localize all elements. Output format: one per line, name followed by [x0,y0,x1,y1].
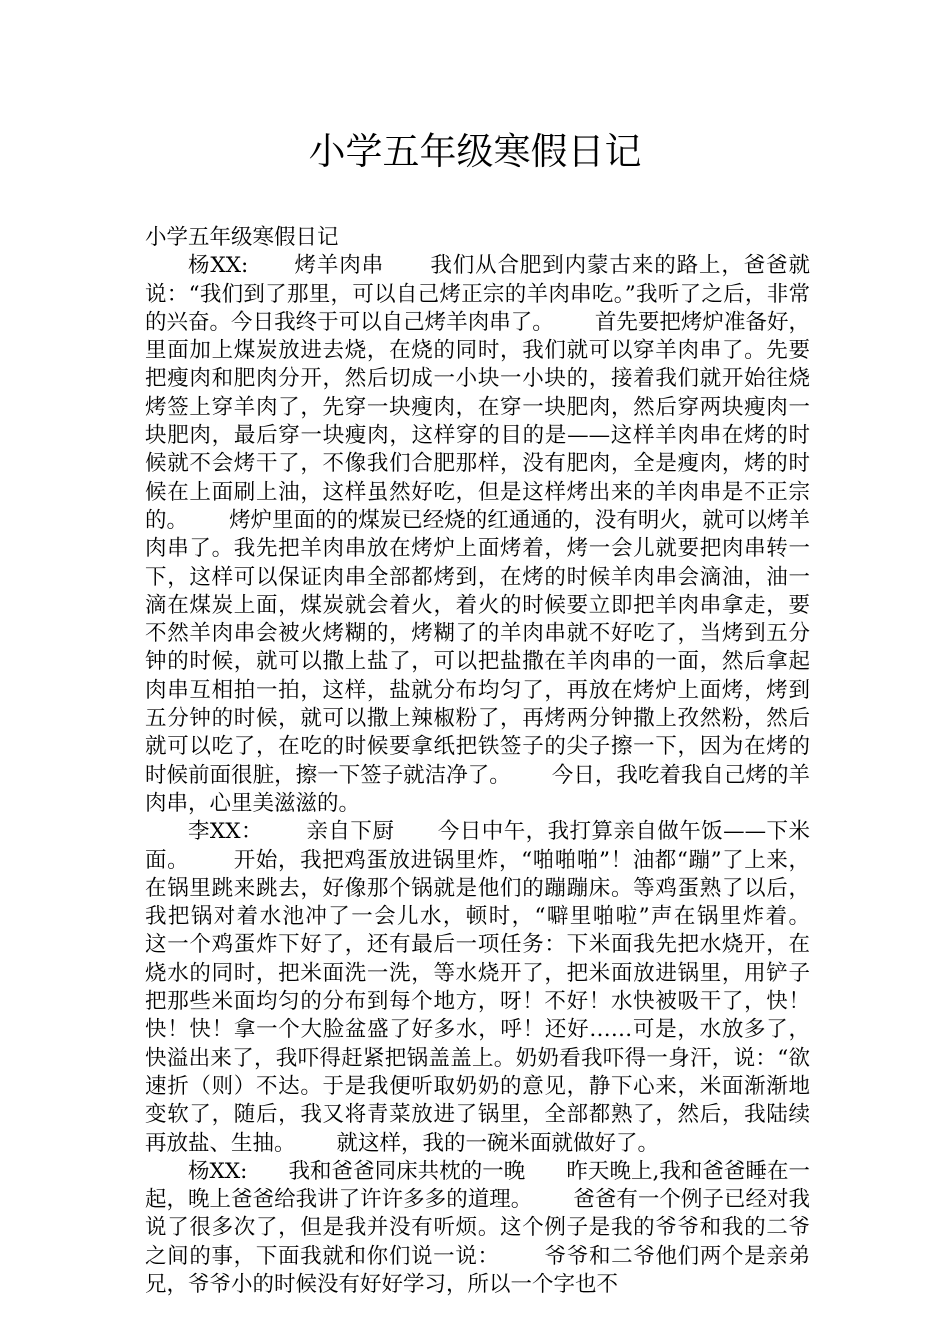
diary-entry-paragraph: 杨XX: 烤羊肉串 我们从合肥到内蒙古来的路上，爸爸就说：“我们到了那里，可以自己烤正宗的羊肉串吃。”我听了之后，非常的兴奋。今日我终于可以自己烤羊肉串了。 首先要把烤炉准备好，里面加上煤炭放进去烧，在烧的同时，我们就可以穿羊肉串了。先要把瘦肉和肥肉分开，然后切成一小块一小块的，接着我们就开始往烧烤签上穿羊肉了，先穿一块瘦肉，在穿一块肥肉，然后穿两块瘦肉一块肥肉，最后穿一块瘦肉，这样穿的目的是——这样羊肉串在烤的时候就不会烤干了，不像我们合肥那样，没有肥肉，全是瘦肉，烤的时候在上面刷上油，这样虽然好吃，但是这样烤出来的羊肉串是不正宗的。 烤炉里面的的煤炭已经烧的红通通的，没有明火，就可以烤羊肉串了。我先把羊肉串放在烤炉上面烤着，烤一会儿就要把肉串转一下，这样可以保证肉串全部都烤到，在烤的时候羊肉串会滴油，油一滴在煤炭上面，煤炭就会着火，着火的时候要立即把羊肉串拿走，要不然羊肉串会被火烤糊的，烤糊了的羊肉串就不好吃了，当烤到五分钟的时候，就可以撒上盐了，可以把盐撒在羊肉串的一面，然后拿起肉串互相拍一拍，这样，盐就分布均匀了，再放在烤炉上面烤，烤到五分钟的时候，就可以撒上辣椒粉了，再烤两分钟撒上孜然粉，然后就可以吃了，在吃的时候要拿纸把铁签子的尖子擦一下，因为在烤的时候前面很脏，擦一下签子就洁净了。 今日，我吃着我自己烤的羊肉串，心里美滋滋的。 [145,253,810,816]
document-subtitle: 小学五年级寒假日记 [145,225,339,250]
diary-entry-paragraph: 李XX： 亲自下厨 今日中午，我打算亲自做午饭——下米面。 开始，我把鸡蛋放进锅里炸，“啪啪啪”！油都“蹦”了上来，在锅里跳来跳去，好像那个锅就是他们的蹦蹦床。等鸡蛋熟了以后，我把锅对着水池冲了一会儿水，顿时，“噼里啪啦”声在锅里炸着。 这一个鸡蛋炸下好了，还有最后一项任务：下米面我先把水烧开，在烧水的同时，把米面洗一洗，等水烧开了，把米面放进锅里，用铲子把那些米面均匀的分布到每个地方，呀！不好！水快被吸干了，快！快！快！拿一个大脸盆盛了好多水，呼！还好……可是，水放多了，快溢出来了，我吓得赶紧把锅盖盖上。奶奶看我吓得一身汗，说：“欲速折（则）不达。于是我便听取奶奶的意见，静下心来，米面渐渐地变软了，随后，我又将青菜放进了锅里，全部都熟了，然后，我陆续再放盐、生抽。 就这样，我的一碗米面就做好了。 [145,819,852,1156]
document-body [145,224,852,1299]
diary-entry-paragraph: 杨XX: 我和爸爸同床共枕的一晚 昨天晚上,我和爸爸睡在一起，晚上爸爸给我讲了许许多多的道理。 爸爸有一个例子已经对我说了很多次了，但是我并没有听烦。这个例子是我的爷爷和我的二爷之间的事，下面我就和你们说一说： 爷爷和二爷他们两个是亲弟兄，爷爷小的时候没有好好学习，所以一个字也不 [145,1158,810,1297]
document-title: 小学五年级寒假日记 [308,130,642,173]
